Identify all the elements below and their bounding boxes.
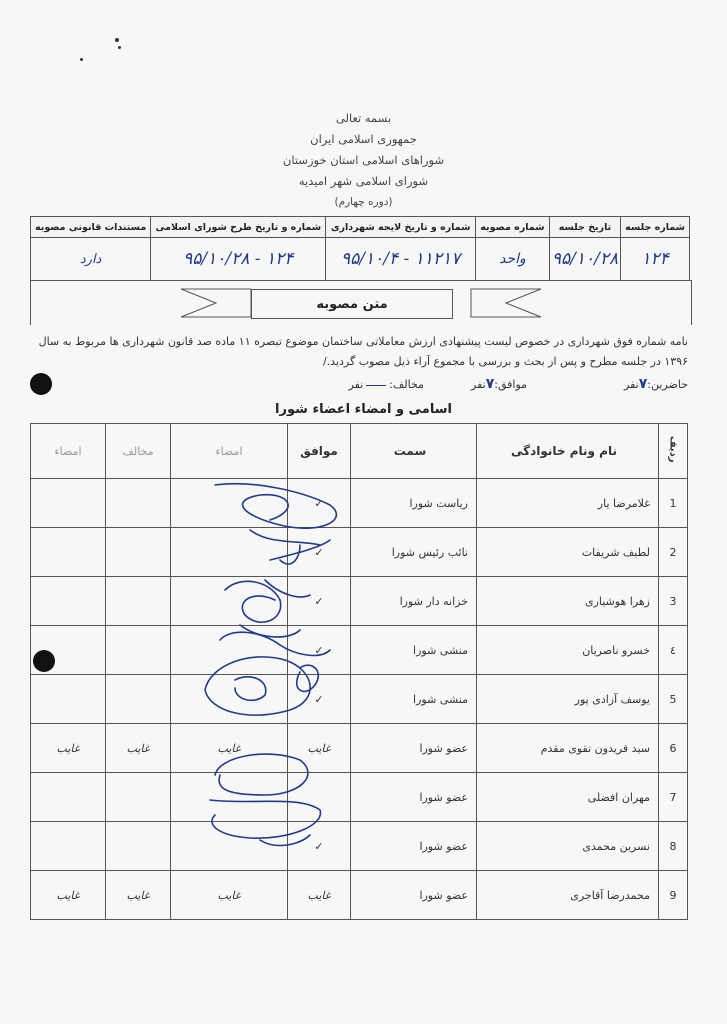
member-oppose-mark: غایب (106, 724, 171, 773)
header-line: جمهوری اسلامی ایران (310, 132, 417, 146)
member-signature-2 (31, 528, 106, 577)
member-row (31, 773, 688, 822)
member-agree-mark: غایب (288, 871, 351, 920)
resolution-no-value: واحد (476, 238, 550, 281)
member-row-number: 6 (659, 724, 688, 773)
resolution-text-title: متن مصوبه (251, 289, 453, 319)
member-signature (171, 626, 288, 675)
resolution-body-line: ۱۳۹۶ در جلسه مطرح و پس از بحث و بررسی با مجموع آراء ذیل مصوب گردید./ (322, 355, 688, 368)
member-oppose-mark (106, 773, 171, 822)
plan-no-date-header: شماره و تاریخ طرح شورای اسلامی (151, 217, 326, 238)
members-header-row (31, 424, 688, 479)
session-date-header: تاریخ جلسه (549, 217, 620, 238)
member-row (31, 577, 688, 626)
letterhead (0, 108, 727, 213)
member-oppose-mark (106, 528, 171, 577)
member-role: منشی شورا (351, 626, 477, 675)
member-signature-2 (31, 577, 106, 626)
member-row-number: 7 (659, 773, 688, 822)
member-row (31, 479, 688, 528)
member-row (31, 724, 688, 773)
agree-count: ۷ (485, 376, 495, 392)
member-agree-mark: ✓ (288, 479, 351, 528)
member-oppose-mark (106, 577, 171, 626)
member-agree-mark: ✓ (288, 675, 351, 724)
speck-mark (80, 58, 83, 61)
member-signature (171, 528, 288, 577)
member-signature (171, 675, 288, 724)
session-no-value: ۱۲۴ (621, 238, 690, 281)
member-signature-2 (31, 479, 106, 528)
vote-summary (30, 376, 688, 392)
member-signature-2 (31, 822, 106, 871)
oppose-unit: نفر (348, 378, 364, 391)
agree-header: موافق (288, 424, 351, 479)
member-name: یوسف آزادی پور (477, 675, 659, 724)
member-row-number: ٤ (659, 626, 688, 675)
header-line: بسمه تعالی (335, 111, 392, 125)
member-agree-mark: غایب (288, 724, 351, 773)
oppose-dash-mark (366, 385, 386, 386)
resolution-body-line: نامه شماره فوق شهرداری در خصوص لیست پیشنهادی ارزش معاملاتی ساختمان موضوع تبصره ۱۱ ماده صد قانون شهرداری ها مربوط به سال (38, 335, 688, 348)
member-signature-2 (31, 626, 106, 675)
legal-basis-value: دارد (31, 238, 151, 281)
member-row (31, 626, 688, 675)
member-oppose-mark: غایب (106, 871, 171, 920)
member-oppose-mark (106, 675, 171, 724)
member-role: منشی شورا (351, 675, 477, 724)
oppose-header: مخالف (106, 424, 171, 479)
member-row-number: 2 (659, 528, 688, 577)
member-row-number: 5 (659, 675, 688, 724)
member-name: نسرین محمدی (477, 822, 659, 871)
header-line: (دوره چهارم) (334, 196, 393, 208)
member-signature-2: غایب (31, 871, 106, 920)
member-name: غلامرضا یار (477, 479, 659, 528)
header-line: شورای اسلامی شهر امیدیه (298, 174, 429, 188)
member-signature-2 (31, 773, 106, 822)
member-oppose-mark (106, 479, 171, 528)
member-signature-2: غایب (31, 724, 106, 773)
member-signature (171, 773, 288, 822)
member-row-number: 1 (659, 479, 688, 528)
legal-basis-header: مستندات قانونی مصوبه (31, 217, 151, 238)
member-signature: غایب (171, 724, 288, 773)
member-row-number: 9 (659, 871, 688, 920)
member-row (31, 675, 688, 724)
member-role: عضو شورا (351, 724, 477, 773)
role-header: سمت (351, 424, 477, 479)
member-signature (171, 479, 288, 528)
speck-mark (115, 38, 119, 42)
plan-no-date-value: ۱۲۴ - ۹۵/۱۰/۲۸ (151, 238, 326, 281)
member-signature (171, 822, 288, 871)
resolution-no-header: شماره مصوبه (476, 217, 550, 238)
member-name: لطیف شریفات (477, 528, 659, 577)
members-table (30, 423, 688, 920)
resolution-banner (30, 280, 692, 325)
member-name: سید فریدون تقوی مقدم (477, 724, 659, 773)
row-no-header: ردیف (659, 424, 688, 479)
present-label: حاضرین: (647, 378, 688, 391)
present-unit: نفر (624, 378, 639, 391)
member-role: ریاست شورا (351, 479, 477, 528)
agree-label: موافق: (494, 378, 528, 391)
member-name: محمدرضا آقاجری (477, 871, 659, 920)
oppose-label: مخالف: (389, 378, 425, 391)
member-signature: غایب (171, 871, 288, 920)
member-row-number: 8 (659, 822, 688, 871)
member-oppose-mark (106, 822, 171, 871)
member-agree-mark: ✓ (288, 528, 351, 577)
member-agree-mark: ✓ (288, 626, 351, 675)
header-line: شوراهای اسلامی استان خوزستان (282, 153, 445, 167)
member-agree-mark: ✓ (288, 822, 351, 871)
bill-no-date-header: شماره و تاریخ لایحه شهرداری (326, 217, 476, 238)
signature2-header: امضاء (31, 424, 106, 479)
speck-mark (118, 46, 121, 49)
name-header: نام ونام خانوادگی (477, 424, 659, 479)
member-agree-mark: ✓ (288, 577, 351, 626)
present-count: ۷ (638, 376, 648, 392)
signature-header: امضاء (171, 424, 288, 479)
member-name: خسرو ناصریان (477, 626, 659, 675)
member-signature-2 (31, 675, 106, 724)
member-role: عضو شورا (351, 822, 477, 871)
member-role: عضو شورا (351, 773, 477, 822)
members-table-title: اسامی و امضاء اعضاء شورا (275, 402, 452, 417)
member-row (31, 871, 688, 920)
member-name: زهرا هوشیاری (477, 577, 659, 626)
session-no-header: شماره جلسه (621, 217, 690, 238)
member-role: خزانه دار شورا (351, 577, 477, 626)
member-row-number: 3 (659, 577, 688, 626)
member-agree-mark (288, 773, 351, 822)
member-role: نائب رئیس شورا (351, 528, 477, 577)
agree-unit: نفر (471, 378, 486, 391)
member-oppose-mark (106, 626, 171, 675)
bill-no-date-value: ۱۱۲۱۷ - ۹۵/۱۰/۴ (326, 238, 476, 281)
member-row (31, 822, 688, 871)
member-role: عضو شورا (351, 871, 477, 920)
member-signature (171, 577, 288, 626)
session-meta-table (30, 216, 690, 281)
member-row (31, 528, 688, 577)
session-date-value: ۹۵/۱۰/۲۸ (549, 238, 620, 281)
member-name: مهران افضلی (477, 773, 659, 822)
